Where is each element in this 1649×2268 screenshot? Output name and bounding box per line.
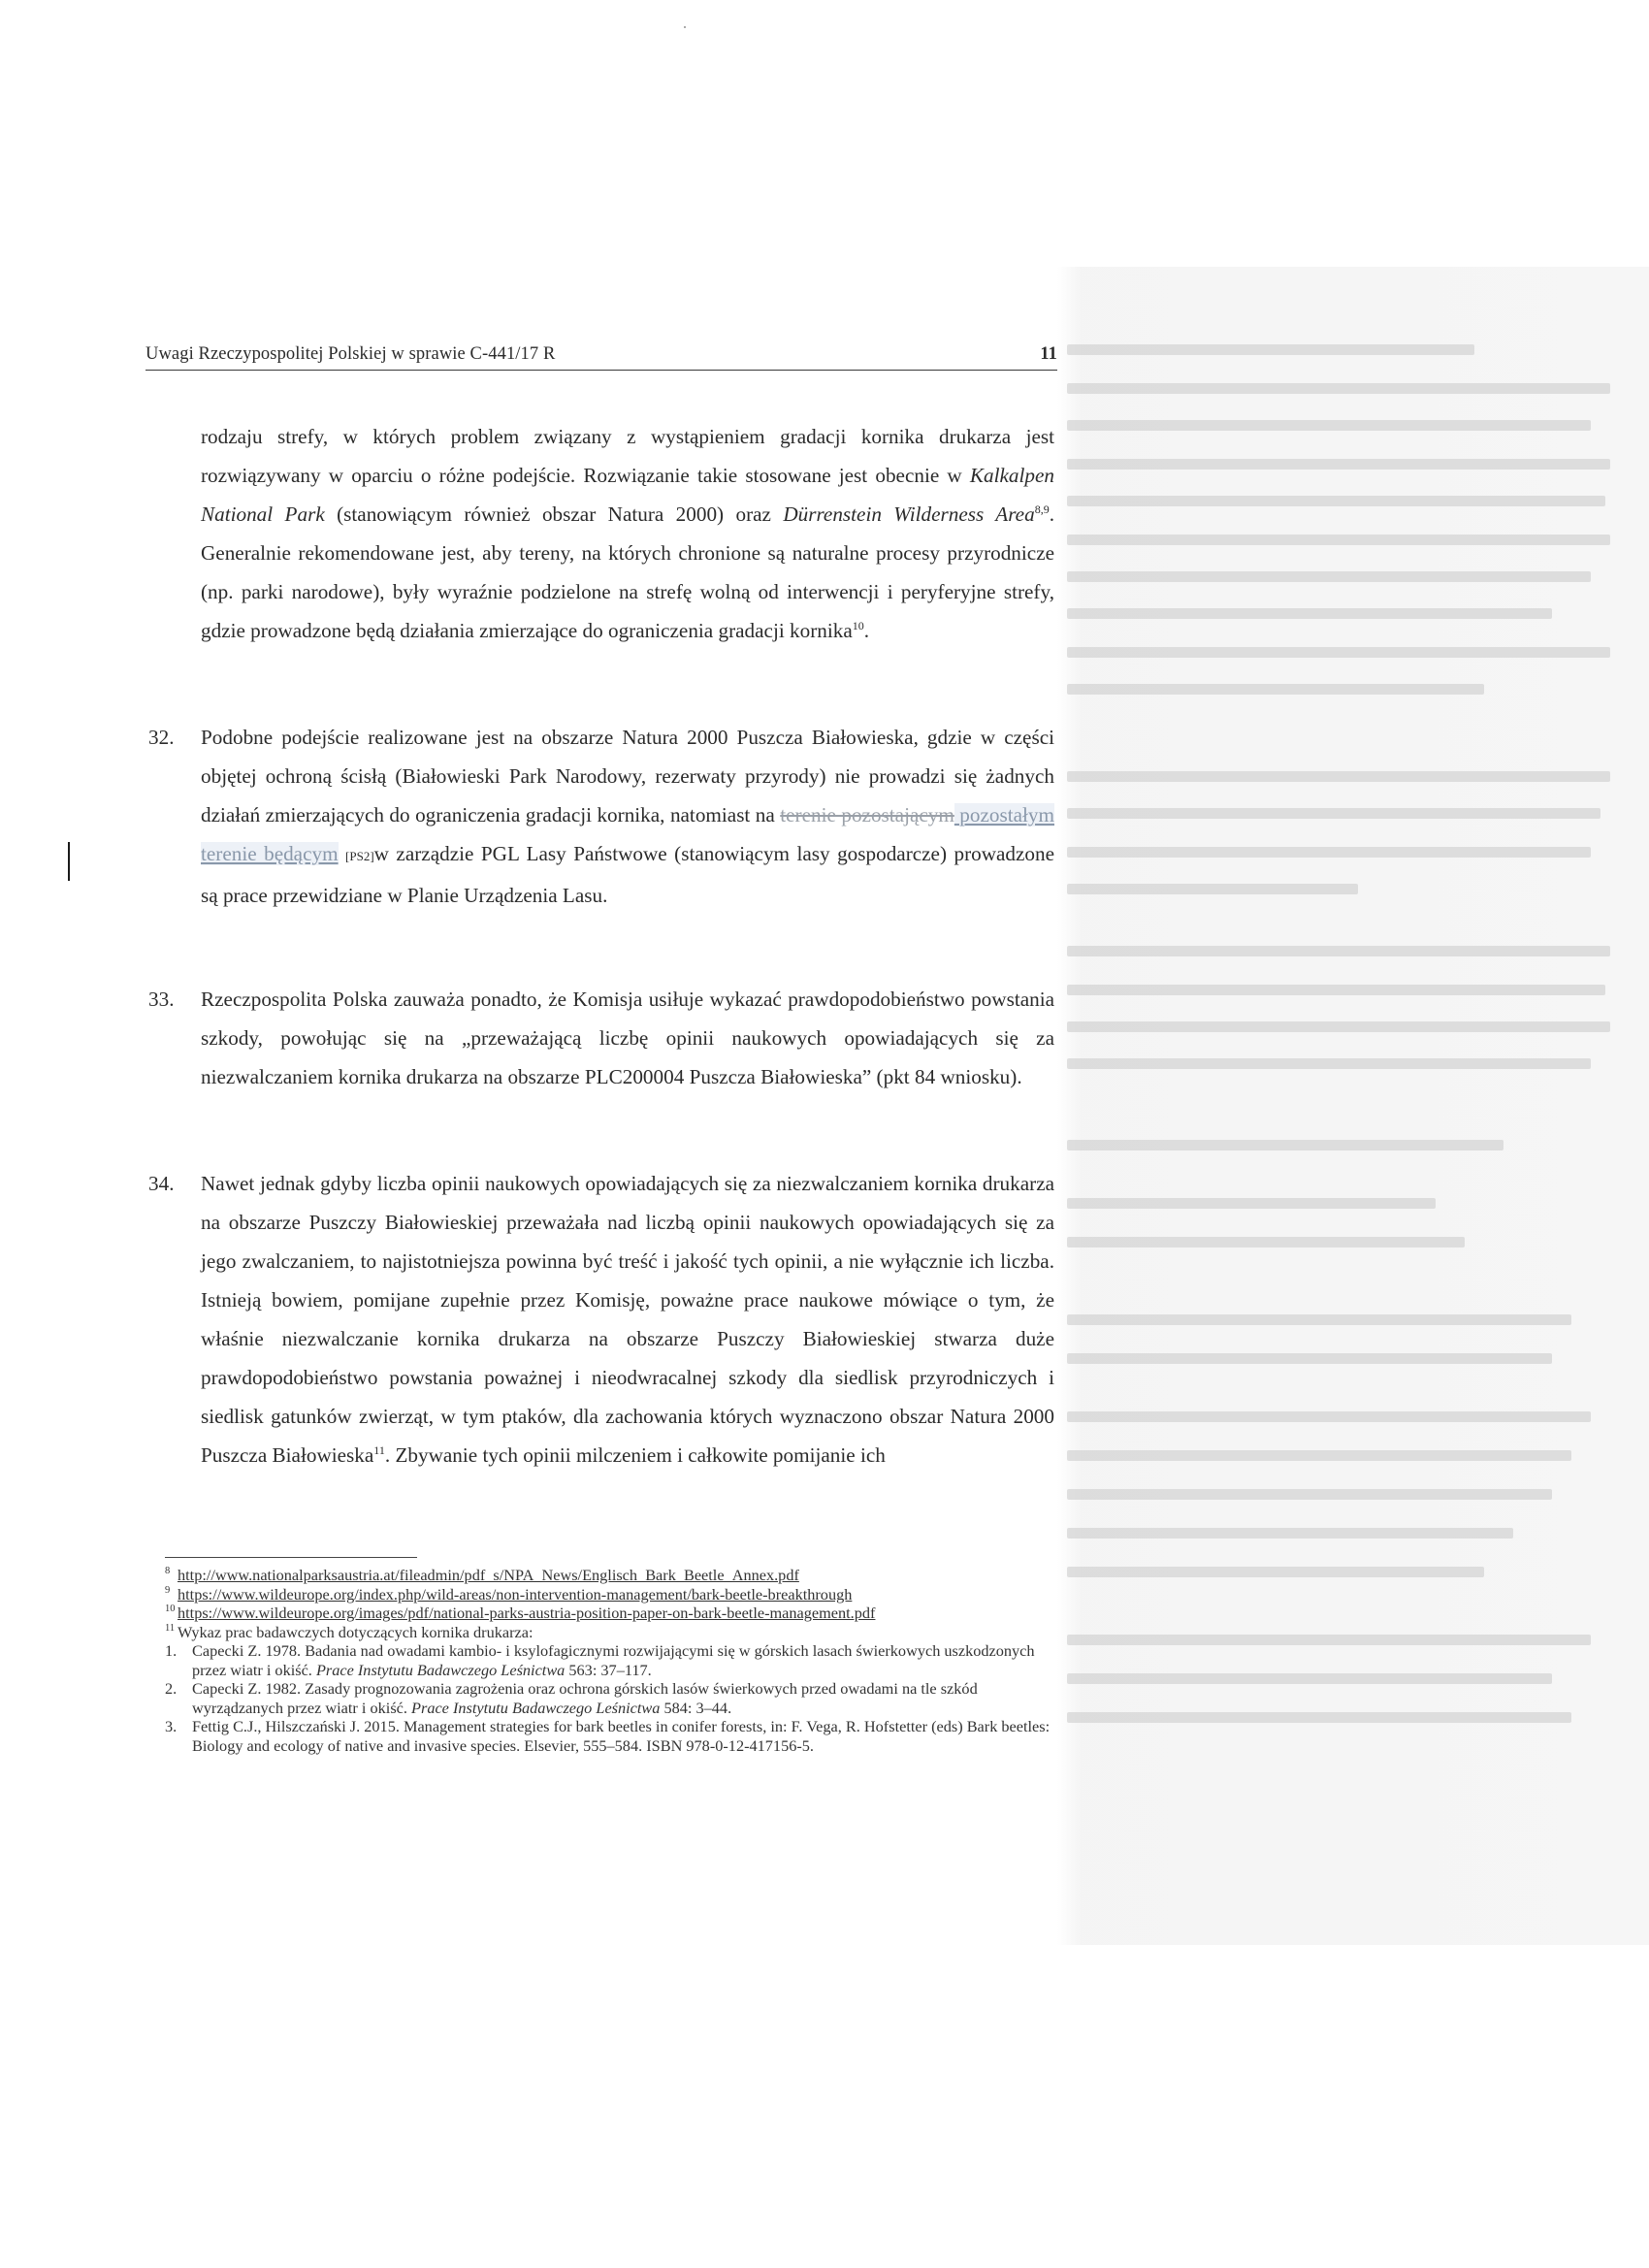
footnote-link[interactable]: http://www.nationalparksaustria.at/fileadmin/pdf_s/NPA_News/Englisch_Bark_Beetle_Annex.pdf <box>178 1566 799 1584</box>
footnote-8 <box>165 1566 1057 1585</box>
paragraph-number-34: 34. <box>148 1172 175 1195</box>
p32-text-2: w zarządzie PGL Lasy Państwowe (stanowiącym lasy gospodarcze) prowadzone są prace przewidziane w Planie Urządzenia Lasu. <box>201 842 1055 907</box>
reference-number: 2. <box>165 1679 178 1698</box>
intro-text-2: (stanowiącym również obszar Natura 2000) oraz <box>324 502 784 526</box>
reference-item <box>165 1641 1057 1679</box>
footnote-text: Wykaz prac badawczych dotyczących kornika drukarza: <box>178 1622 534 1641</box>
reference-text: Capecki Z. 1982. Zasady prognozowania zagrożenia oraz ochrona górskich lasów świerkowych przed owadami na tle szkód wyrządzanych przez wiatr i okiść. <box>192 1679 978 1717</box>
paragraph-32 <box>201 718 1054 915</box>
reference-text: Fettig C.J., Hilszczański J. 2015. Management strategies for bark beetles in conifer forests, in: F. Vega, R. Hofstetter (eds) Bark beetles: Biology and ecology of native and invasive species. Elsevier, 555–584. ISBN 978-0-12-417156-5. <box>192 1717 1051 1755</box>
intro-text-4: . <box>863 619 870 642</box>
footnote-9 <box>165 1585 1057 1604</box>
footnote-mark: 9 <box>165 1584 171 1596</box>
intro-paragraph <box>201 417 1054 650</box>
footnote-mark: 10 <box>165 1604 176 1614</box>
paragraph-33: Rzeczpospolita Polska zauważa ponadto, że Komisja usiłuje wykazać prawdopodobieństwo powstania szkody, powołując się na „przeważającą liczbę opinii naukowych opowiadających się za niezwalczaniem kornika drukarza na obszarze PLC200004 Puszcza Białowieska” (pkt 84 wniosku). <box>201 988 1054 1088</box>
footnote-ref-8-9[interactable]: 8,9 <box>1034 502 1050 516</box>
reference-number: 1. <box>165 1641 178 1660</box>
footnote-11 <box>165 1623 1057 1642</box>
reference-item <box>165 1679 1057 1717</box>
footnote-ref-10[interactable]: 10 <box>852 618 864 632</box>
intro-text-1: rodzaju strefy, w których problem związany z wystąpieniem gradacji kornika drukarza jest rozwiązywany w oparciu o różne podejście. Rozwiązanie takie stosowane jest obecnie w <box>201 425 1054 487</box>
p32-text-1: Podobne podejście realizowane jest na obszarze Natura 2000 Puszcza Białowieska, gdzie w części objętej ochroną ścisłą (Białowieski Park Narodowy, rezerwaty przyrody) nie prowadzi się żadnych działań zmierzających do ograniczenia gradacji kornika, natomiast na <box>201 726 1054 826</box>
header-title: Uwagi Rzeczypospolitej Polskiej w sprawie C-441/17 R <box>146 344 556 364</box>
page-number: 11 <box>1040 344 1057 364</box>
paragraph-number-32: 32. <box>148 726 175 749</box>
paragraph-34 <box>201 1164 1054 1474</box>
comment-marker[interactable]: [PS2] <box>345 849 374 863</box>
paragraph-number-33: 33. <box>148 988 175 1011</box>
tracked-insertion: pozostałym terenie będącym <box>201 803 1054 865</box>
reference-text: Capecki Z. 1978. Badania nad owadami kambio- i ksylofagicznymi rozwijającymi się w górskich lasach świerkowych uszkodzonych przez wiatr i okiść. <box>192 1641 1035 1679</box>
reference-journal: Prace Instytutu Badawczego Leśnictwa <box>411 1698 661 1717</box>
footnote-mark: 11 <box>165 1622 176 1634</box>
adjacent-page-bleed <box>1057 267 1649 1945</box>
page-header <box>146 344 1057 371</box>
change-bar <box>68 842 70 881</box>
footnote-10 <box>165 1604 1057 1623</box>
intro-text-3: . Generalnie rekomendowane jest, aby tereny, na których chronione są naturalne procesy przyrodnicze (np. parki narodowe), były wyraźnie podzielone na strefę wolną od interwencji i peryferyjne strefy, gdzie prowadzone będą działania zmierzające do ograniczenia gradacji kornika <box>201 502 1054 642</box>
footnotes <box>165 1566 1057 1755</box>
reference-number: 3. <box>165 1717 178 1735</box>
intro-italic-durrenstein: Dürrenstein Wilderness Area <box>783 502 1035 526</box>
reference-pages: 584: 3–44. <box>660 1698 732 1717</box>
intro-italic-kalkalpen: Kalkalpen National Park <box>201 464 1054 526</box>
footnote-ref-11[interactable]: 11 <box>373 1442 385 1457</box>
footnote-separator <box>165 1557 417 1558</box>
footnote-link[interactable]: https://www.wildeurope.org/images/pdf/national-parks-austria-position-paper-on-bark-beetle-management.pdf <box>178 1604 876 1622</box>
footnote-link[interactable]: https://www.wildeurope.org/index.php/wild-areas/non-intervention-management/bark-beetle-breakthrough <box>178 1584 853 1604</box>
footnote-mark: 8 <box>165 1566 171 1576</box>
reference-journal: Prace Instytutu Badawczego Leśnictwa <box>315 1660 566 1679</box>
tracked-deletion: terenie pozostającym <box>780 803 954 826</box>
reference-pages: 563: 37–117. <box>565 1660 652 1679</box>
p34-text-2: . Zbywanie tych opinii milczeniem i całkowite pomijanie ich <box>384 1443 886 1467</box>
p34-text-1: Nawet jednak gdyby liczba opinii naukowych opowiadających się za niezwalczaniem kornika drukarza na obszarze Puszczy Białowieskiej przeważała nad liczbą opinii naukowych opowiadających się za jego zwalczaniem, to najistotniejsza powinna być treść i jakość tych opinii, a nie wyłącznie ich liczba. Istnieją bowiem, pomijane zupełnie przez Komisję, poważne prace naukowe mówiące o tym, że właśnie niezwalczanie kornika drukarza na obszarze Puszczy Białowieskiej stwarza duże prawdopodobieństwo powstania poważnej i nieodwracalnej szkody dla siedlisk przyrodniczych i siedlisk gatunków zwierząt, w tym ptaków, dla zachowania których wyznaczono obszar Natura 2000 Puszcza Białowieska <box>201 1172 1054 1467</box>
reference-item <box>165 1717 1057 1755</box>
scan-speck <box>684 26 686 28</box>
